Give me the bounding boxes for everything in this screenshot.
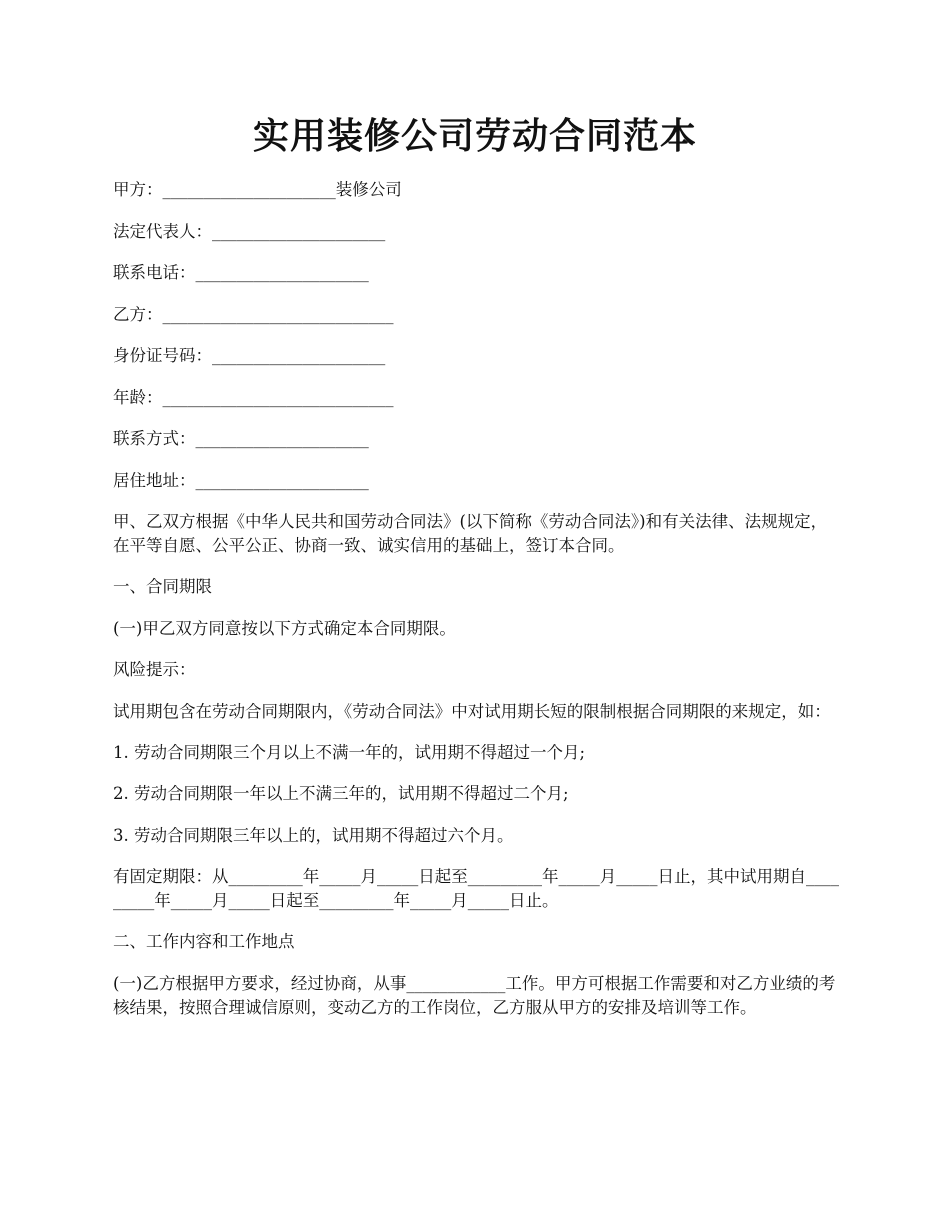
- document-title: 实用装修公司劳动合同范本: [252, 115, 697, 157]
- fixed-term-paragraph: 有固定期限：从_________年_____月_____日起至_________年_____月_____日止，其中试用期自_________年_____月_____日起至_________年_____月_____日止。: [113, 867, 839, 910]
- contact-method-line: 联系方式：_____________________: [113, 429, 369, 448]
- list-item: 3. 劳动合同期限三年以上的，试用期不得超过六个月。: [113, 825, 514, 845]
- age-line: 年龄：____________________________: [113, 387, 394, 407]
- party-b-line: 乙方：____________________________: [113, 304, 394, 324]
- document-body: [113, 178, 841, 1037]
- clause-term-method: (一)甲乙双方同意按以下方式确定本合同期限。: [113, 618, 456, 638]
- legal-representative-line: 法定代表人：_____________________: [113, 221, 386, 241]
- work-content-paragraph: (一)乙方根据甲方要求，经过协商，从事____________工作。甲方可根据工作需要和对乙方业绩的考核结果，按照合理诚信原则，变动乙方的工作岗位，乙方服从甲方的安排及培训等工作。: [113, 973, 836, 1017]
- list-item: 2. 劳动合同期限一年以上不满三年的，试用期不得超过二个月;: [113, 784, 569, 803]
- section-heading-contract-term: 一、合同期限: [113, 577, 212, 596]
- section-heading-work-content: 二、工作内容和工作地点: [113, 932, 295, 951]
- risk-notice-label: 风险提示：: [113, 660, 196, 679]
- address-line: 居住地址：_____________________: [113, 470, 369, 490]
- party-a-line: 甲方：_____________________装修公司: [113, 180, 402, 199]
- probation-note-paragraph: 试用期包含在劳动合同期限内，《劳动合同法》中对试用期长短的限制根据合同期限的来规定，如：: [113, 701, 831, 721]
- id-number-line: 身份证号码：_____________________: [113, 346, 386, 365]
- contact-phone-line: 联系电话：_____________________: [113, 263, 369, 282]
- list-item: 1. 劳动合同期限三个月以上不满一年的，试用期不得超过一个月;: [113, 742, 586, 762]
- preamble-paragraph: 甲、乙双方根据《中华人民共和国劳动合同法》(以下简称《劳动合同法》)和有关法律、法规规定，在平等自愿、公平公正、协商一致、诚实信用的基础上，签订本合同。: [113, 512, 828, 555]
